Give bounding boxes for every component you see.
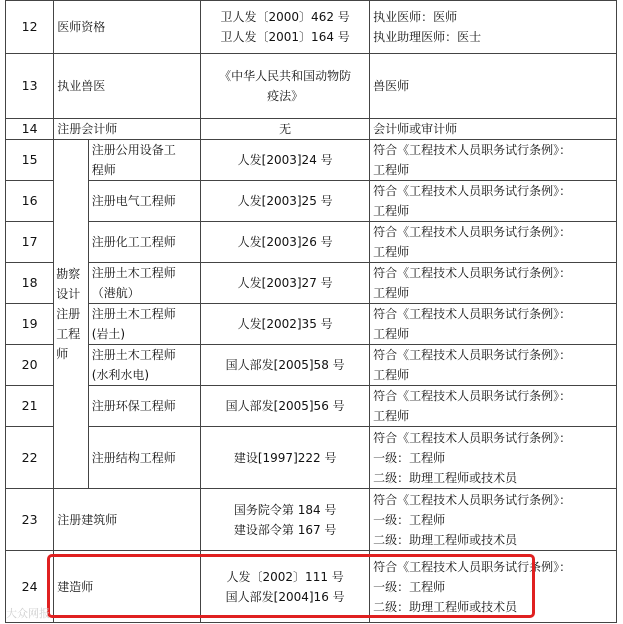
document-number: 国人部发[2005]58 号 (201, 345, 370, 386)
table-row (6, 119, 617, 140)
table-row (6, 222, 617, 263)
row-number: 14 (6, 119, 54, 140)
table-row (6, 263, 617, 304)
qualification-name: 注册会计师 (54, 119, 201, 140)
row-number: 13 (6, 54, 54, 119)
qualification-name: 建造师 (54, 551, 201, 623)
table-row (6, 345, 617, 386)
title-requirement: 符合《工程技术人员职务试行条例》： 一级：工程师 二级：助理工程师或技术员 (370, 427, 617, 489)
table-row (6, 489, 617, 551)
qualification-name: 医师资格 (54, 1, 201, 54)
title-requirement: 符合《工程技术人员职务试行条例》： 工程师 (370, 222, 617, 263)
title-requirement: 会计师或审计师 (370, 119, 617, 140)
title-requirement: 符合《工程技术人员职务试行条例》： 工程师 (370, 263, 617, 304)
document-number: 人发[2003]24 号 (201, 140, 370, 181)
row-number: 12 (6, 1, 54, 54)
category-cell: 勘察 设计 注册 工程 师 (54, 140, 88, 489)
document-number: 卫人发〔2000〕462 号 卫人发〔2001〕164 号 (201, 1, 370, 54)
document-number: 国人部发[2005]56 号 (201, 386, 370, 427)
row-number: 16 (6, 181, 54, 222)
title-requirement: 符合《工程技术人员职务试行条例》： 工程师 (370, 304, 617, 345)
title-requirement: 符合《工程技术人员职务试行条例》： 一级：工程师 二级：助理工程师或技术员 (370, 489, 617, 551)
table-row (6, 427, 617, 489)
qualification-name: 注册电气工程师 (88, 181, 201, 222)
qualification-name: 注册化工工程师 (88, 222, 201, 263)
document-number: 人发[2003]25 号 (201, 181, 370, 222)
row-number: 23 (6, 489, 54, 551)
document-number: 建设[1997]222 号 (201, 427, 370, 489)
table-row (6, 551, 617, 623)
qualification-table (5, 0, 617, 623)
title-requirement: 符合《工程技术人员职务试行条例》： 工程师 (370, 386, 617, 427)
qualification-name: 注册公用设备工 程师 (88, 140, 201, 181)
title-requirement: 符合《工程技术人员职务试行条例》： 一级：工程师 二级：助理工程师或技术员 (370, 551, 617, 623)
title-requirement: 符合《工程技术人员职务试行条例》： 工程师 (370, 140, 617, 181)
qualification-name: 注册环保工程师 (88, 386, 201, 427)
table-row (6, 304, 617, 345)
title-requirement: 执业医师：医师 执业助理医师：医士 (370, 1, 617, 54)
qualification-name: 执业兽医 (54, 54, 201, 119)
table-row (6, 54, 617, 119)
qualification-name: 注册结构工程师 (88, 427, 201, 489)
row-number: 24 (6, 551, 54, 623)
document-number: 人发[2003]27 号 (201, 263, 370, 304)
document-number: 人发[2003]26 号 (201, 222, 370, 263)
qualification-name: 注册建筑师 (54, 489, 201, 551)
table-row (6, 181, 617, 222)
qualification-name: 注册土木工程师 (岩土) (88, 304, 201, 345)
document-number: 国务院令第 184 号 建设部令第 167 号 (201, 489, 370, 551)
title-requirement: 符合《工程技术人员职务试行条例》： 工程师 (370, 345, 617, 386)
row-number: 15 (6, 140, 54, 181)
document-number: 人发[2002]35 号 (201, 304, 370, 345)
document-number: 人发〔2002〕111 号 国人部发[2004]16 号 (201, 551, 370, 623)
row-number: 22 (6, 427, 54, 489)
row-number: 19 (6, 304, 54, 345)
document-number: 无 (201, 119, 370, 140)
row-number: 20 (6, 345, 54, 386)
table-row (6, 1, 617, 54)
table-row (6, 386, 617, 427)
row-number: 18 (6, 263, 54, 304)
document-number: 《中华人民共和国动物防 疫法》 (201, 54, 370, 119)
qualification-name: 注册土木工程师 （港航） (88, 263, 201, 304)
watermark: 大众网报 (6, 607, 50, 620)
title-requirement: 符合《工程技术人员职务试行条例》： 工程师 (370, 181, 617, 222)
title-requirement: 兽医师 (370, 54, 617, 119)
table-row (6, 140, 617, 181)
row-number: 21 (6, 386, 54, 427)
qualification-name: 注册土木工程师 (水利水电) (88, 345, 201, 386)
row-number: 17 (6, 222, 54, 263)
